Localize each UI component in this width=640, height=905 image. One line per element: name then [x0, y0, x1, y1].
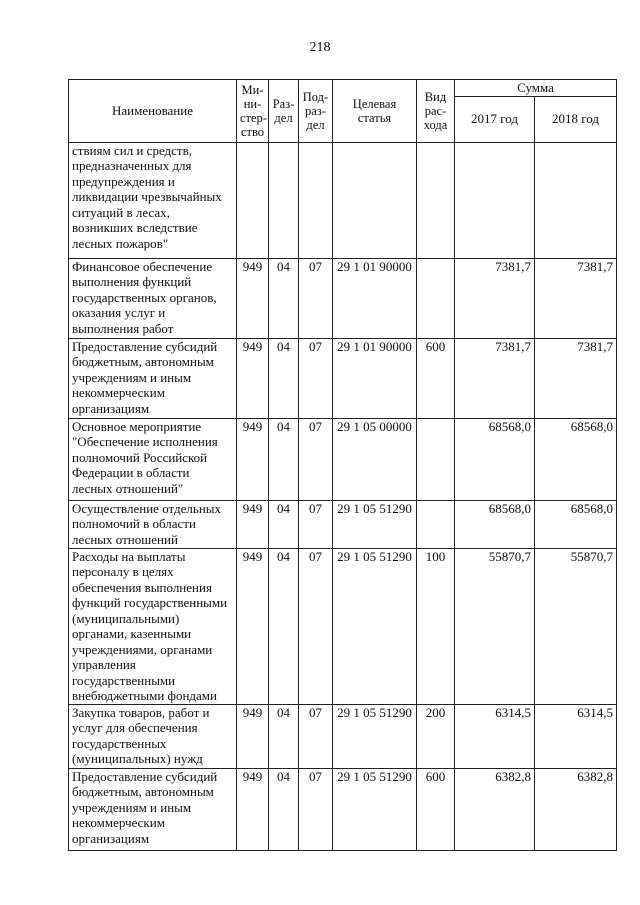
header-name: Наименование [69, 80, 237, 143]
table-row [69, 704, 617, 768]
row-subsection [299, 142, 333, 258]
row-name: Финансовое обеспечение выполнения функций государственных органов, оказания услуг и выполнения работ [69, 258, 237, 338]
table-row [69, 548, 617, 704]
row-2018: 68568,0 [535, 418, 617, 500]
table-row [69, 142, 617, 258]
row-target: 29 1 01 90000 [333, 258, 417, 338]
row-ministry: 949 [237, 500, 269, 548]
row-section: 04 [269, 258, 299, 338]
row-section: 04 [269, 704, 299, 768]
row-2018: 6382,8 [535, 768, 617, 850]
row-type [417, 142, 455, 258]
row-2017 [455, 142, 535, 258]
row-2017: 55870,7 [455, 548, 535, 704]
row-ministry [237, 142, 269, 258]
row-ministry: 949 [237, 704, 269, 768]
table-row [69, 418, 617, 500]
row-ministry: 949 [237, 418, 269, 500]
header-year-2017: 2017 год [455, 96, 535, 142]
row-ministry: 949 [237, 338, 269, 418]
row-ministry: 949 [237, 548, 269, 704]
row-subsection: 07 [299, 258, 333, 338]
row-2018: 68568,0 [535, 500, 617, 548]
header-expense-type: Вид рас- хода [417, 80, 455, 143]
row-target [333, 142, 417, 258]
table-row [69, 258, 617, 338]
row-ministry: 949 [237, 258, 269, 338]
budget-table [68, 79, 617, 851]
row-2018: 7381,7 [535, 258, 617, 338]
row-subsection: 07 [299, 548, 333, 704]
row-subsection: 07 [299, 418, 333, 500]
row-2017: 68568,0 [455, 418, 535, 500]
row-target: 29 1 05 51290 [333, 500, 417, 548]
row-name: ствиям сил и средств, предназначенных для предупреждения и ликвидации чрезвычайных ситуаций в лесах, возникших вследствие лесных пожаров" [69, 142, 237, 258]
header-sum: Сумма [455, 80, 617, 97]
row-section [269, 142, 299, 258]
row-2018 [535, 142, 617, 258]
row-2017: 7381,7 [455, 338, 535, 418]
row-ministry: 949 [237, 768, 269, 850]
row-subsection: 07 [299, 704, 333, 768]
row-subsection: 07 [299, 500, 333, 548]
row-target: 29 1 05 51290 [333, 704, 417, 768]
row-section: 04 [269, 418, 299, 500]
row-section: 04 [269, 500, 299, 548]
row-section: 04 [269, 338, 299, 418]
table-row [69, 338, 617, 418]
header-section: Раз- дел [269, 80, 299, 143]
row-name: Предоставление субсидий бюджетным, автономным учреждениям и иным некоммерческим организациям [69, 768, 237, 850]
page-number: 218 [309, 40, 331, 55]
row-type: 600 [417, 338, 455, 418]
row-target: 29 1 05 51290 [333, 548, 417, 704]
row-type: 600 [417, 768, 455, 850]
row-type: 100 [417, 548, 455, 704]
row-target: 29 1 01 90000 [333, 338, 417, 418]
row-name: Основное мероприятие "Обеспечение исполнения полномочий Российской Федерации в области лесных отношений" [69, 418, 237, 500]
row-target: 29 1 05 51290 [333, 768, 417, 850]
row-2017: 6382,8 [455, 768, 535, 850]
row-name: Предоставление субсидий бюджетным, автономным учреждениям и иным некоммерческим организациям [69, 338, 237, 418]
row-subsection: 07 [299, 768, 333, 850]
row-name: Осуществление отдельных полномочий в области лесных отношений [69, 500, 237, 548]
row-type [417, 500, 455, 548]
row-2017: 6314,5 [455, 704, 535, 768]
row-section: 04 [269, 768, 299, 850]
row-target: 29 1 05 00000 [333, 418, 417, 500]
header-target-article: Целевая статья [333, 80, 417, 143]
row-2018: 7381,7 [535, 338, 617, 418]
table-row [69, 768, 617, 850]
row-section: 04 [269, 548, 299, 704]
header-ministry: Ми- ни- стер- ство [237, 80, 269, 143]
row-type: 200 [417, 704, 455, 768]
row-2018: 6314,5 [535, 704, 617, 768]
header-subsection: Под- раз- дел [299, 80, 333, 143]
row-2017: 7381,7 [455, 258, 535, 338]
row-type [417, 258, 455, 338]
row-name: Закупка товаров, работ и услуг для обеспечения государственных (муниципальных) нужд [69, 704, 237, 768]
row-2018: 55870,7 [535, 548, 617, 704]
row-subsection: 07 [299, 338, 333, 418]
row-name: Расходы на выплаты персоналу в целях обеспечения выполнения функций государственными (муниципальными) органами, казенными учреждениями, органами управления государственными внебюджетными фондами [69, 548, 237, 704]
row-2017: 68568,0 [455, 500, 535, 548]
row-type [417, 418, 455, 500]
header-year-2018: 2018 год [535, 96, 617, 142]
table-row [69, 500, 617, 548]
